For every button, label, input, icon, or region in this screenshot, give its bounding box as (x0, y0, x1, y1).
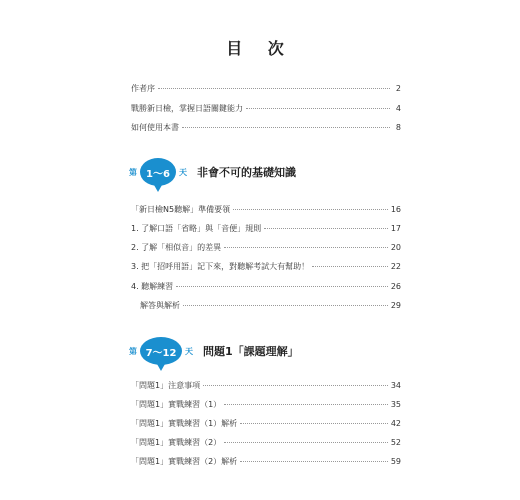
toc-leader-dots (233, 208, 388, 210)
toc-entry-page: 2 (395, 83, 401, 93)
toc-entry-page: 22 (390, 261, 401, 271)
toc-leader-dots (176, 285, 388, 287)
toc-entry[interactable] (131, 101, 401, 115)
toc-entry-page: 29 (390, 300, 401, 310)
toc-entry[interactable] (131, 202, 401, 216)
toc-entry-label: 「問題1」注意事項 (131, 380, 201, 390)
toc-leader-dots (240, 460, 388, 462)
toc-entry[interactable] (131, 397, 401, 411)
toc-leader-dots (158, 87, 390, 89)
toc-entry[interactable] (131, 416, 401, 430)
day-range: 1〜6 (146, 168, 170, 180)
toc-entry[interactable] (131, 120, 401, 134)
toc-entry[interactable] (131, 279, 401, 293)
toc-entry[interactable] (131, 81, 401, 95)
toc-entry-label: 3. 把「招呼用語」記下來，對聽解考試大有幫助！ (131, 261, 310, 271)
toc-entry-page: 59 (390, 456, 401, 466)
day-prefix: 第 (129, 346, 137, 356)
toc-entry-label: 如何使用本書 (131, 122, 179, 132)
section-title: 問題1「課題理解」 (203, 345, 299, 358)
toc-entry[interactable] (131, 259, 401, 273)
toc-entry-label: 4. 聽解練習 (131, 281, 174, 291)
toc-entry-page: 26 (390, 281, 401, 291)
toc-entry-page: 16 (390, 204, 401, 214)
section-title: 非會不可的基礎知識 (197, 166, 296, 179)
page-title: 目 次 (226, 39, 294, 58)
toc-entry-label: 1. 了解口語「省略」與「音便」規則 (131, 223, 262, 233)
toc-leader-dots (246, 107, 390, 109)
toc-entry[interactable] (131, 378, 401, 392)
day-range: 7〜12 (145, 347, 177, 359)
toc-entry-label: 「問題1」實戰練習（2） (131, 437, 222, 447)
toc-entry-label: 「問題1」實戰練習（1） (131, 399, 222, 409)
toc-entry-label: 2. 了解「相似音」的差異 (131, 242, 222, 252)
toc-entry-label: 「新日檢N5聽解」準備要領 (131, 204, 231, 214)
toc-entry-label: 「問題1」實戰練習（2）解析 (131, 456, 238, 466)
toc-leader-dots (183, 304, 388, 306)
toc-entry[interactable] (140, 298, 401, 312)
toc-entry-label: 戰勝新日檢，掌握日語關鍵能力 (131, 103, 243, 113)
toc-entry-label: 作者序 (131, 83, 155, 93)
day-prefix: 第 (129, 167, 137, 177)
toc-entry-page: 42 (390, 418, 401, 428)
toc-leader-dots (203, 384, 388, 386)
day-suffix: 天 (179, 167, 187, 177)
day-suffix: 天 (185, 346, 193, 356)
day-range-badge (140, 337, 182, 365)
toc-entry[interactable] (131, 221, 401, 235)
toc-leader-dots (224, 403, 388, 405)
toc-entry-page: 52 (390, 437, 401, 447)
toc-entry[interactable] (131, 454, 401, 468)
day-range-badge (140, 158, 176, 186)
toc-entry-page: 20 (390, 242, 401, 252)
toc-leader-dots (224, 246, 388, 248)
toc-entry-label: 解答與解析 (140, 300, 180, 310)
toc-leader-dots (240, 422, 388, 424)
toc-entry-page: 17 (390, 223, 401, 233)
section-1-heading (129, 157, 296, 187)
toc-entry-page: 34 (390, 380, 401, 390)
toc-entry-page: 4 (395, 103, 401, 113)
toc-leader-dots (224, 441, 388, 443)
toc-entry-page: 8 (395, 122, 401, 132)
toc-entry-label: 「問題1」實戰練習（1）解析 (131, 418, 238, 428)
toc-leader-dots (264, 227, 388, 229)
toc-entry-page: 35 (390, 399, 401, 409)
toc-entry[interactable] (131, 435, 401, 449)
toc-leader-dots (182, 126, 390, 128)
section-2-heading (129, 336, 299, 366)
toc-entry[interactable] (131, 240, 401, 254)
toc-leader-dots (312, 265, 388, 267)
